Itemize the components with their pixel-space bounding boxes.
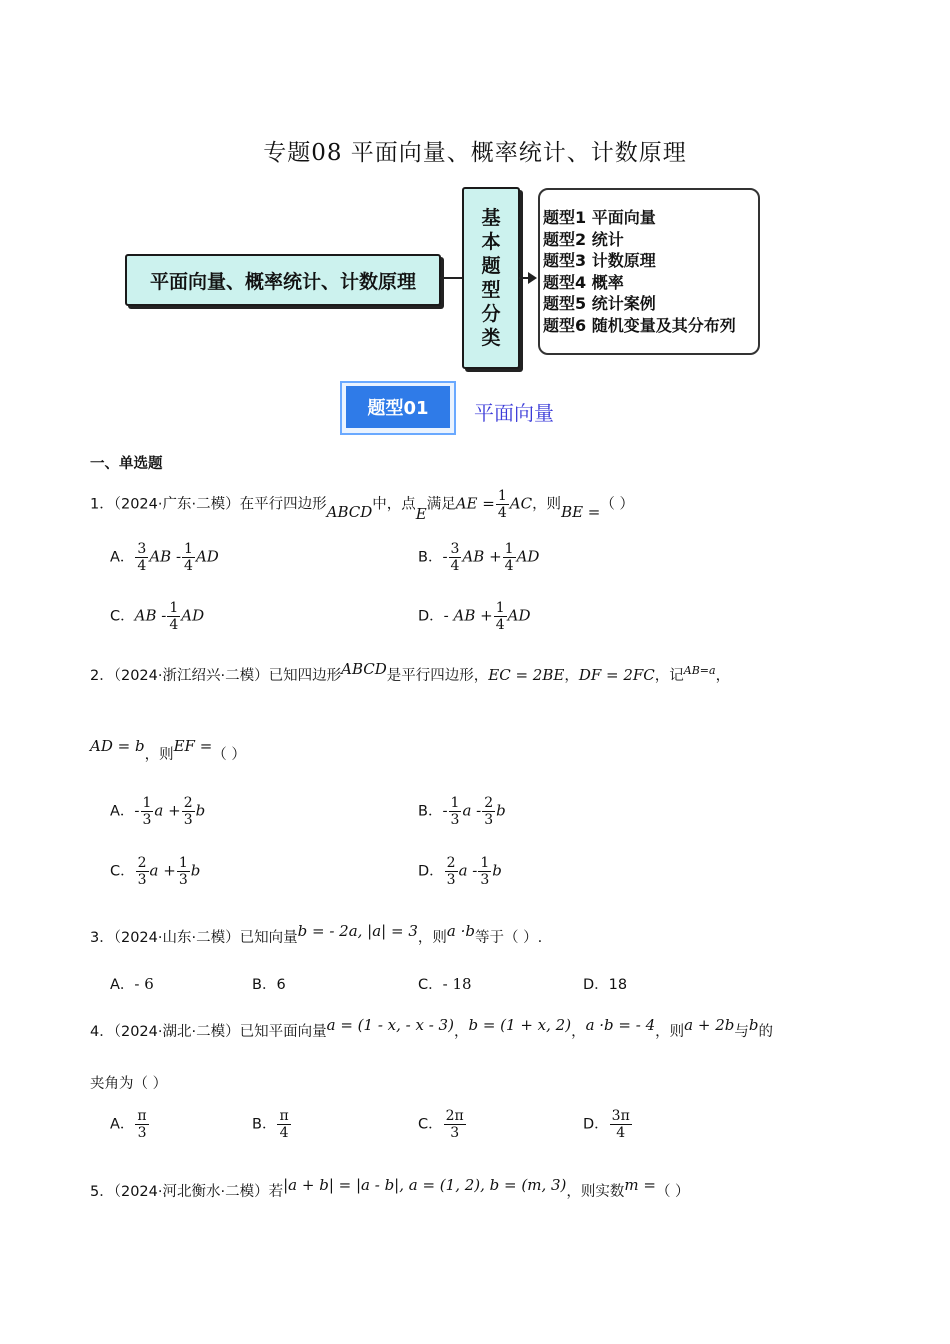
q4-option-c[interactable]: C． $\frac{2\pi}{3}$	[418, 1108, 464, 1141]
category-char: 本	[481, 231, 501, 253]
question-2-line2: AD = b，则EF =（ ）	[90, 737, 246, 763]
question-3: 3．（2024·山东·二模）已知向量b = - 2a, |a| = 3，则a ·b等于（ ）.	[90, 922, 543, 946]
type-item: 题型2 统计	[543, 229, 624, 249]
q2-option-a[interactable]: A．- $\frac{1}{3}$ a + $\frac{2}{3}$ b	[110, 795, 206, 828]
category-char: 基	[481, 207, 501, 229]
q2-option-b[interactable]: B．- $\frac{1}{3}$ a - $\frac{2}{3}$ b	[418, 795, 506, 828]
q3-option-a[interactable]: A．- 6	[110, 975, 154, 993]
q4-option-a[interactable]: A． $\frac{\pi}{3}$	[110, 1108, 147, 1141]
type-item: 题型3 计数原理	[543, 251, 656, 271]
section-title: 平面向量	[474, 401, 554, 425]
arrow-right-icon	[528, 272, 537, 284]
mindmap-category-box	[462, 187, 520, 369]
q4-option-d[interactable]: D． $\frac{3\pi}{4}$	[583, 1108, 630, 1141]
question-4: 4．（2024·湖北·二模）已知平面向量a = (1 - x, - x - 3)，b = (1 + x, 2)，a ·b = - 4，则a + 2b与b的	[90, 1016, 773, 1040]
section-badge: 题型01	[346, 386, 450, 428]
mindmap-connector	[440, 277, 462, 279]
q1-option-c[interactable]: C．AB - $\frac{1}{4}$ AD	[110, 600, 205, 633]
q4-option-b[interactable]: B． $\frac{\pi}{4}$	[252, 1108, 289, 1141]
category-char: 型	[481, 279, 501, 301]
mindmap-root-box: 平面向量、概率统计、计数原理	[125, 254, 441, 306]
q1-option-d[interactable]: D．- AB + $\frac{1}{4}$ AD	[418, 600, 531, 633]
q1-option-a[interactable]: A． $\frac{3}{4}$ AB - $\frac{1}{4}$ AD	[110, 541, 219, 574]
q1-option-b[interactable]: B．- $\frac{3}{4}$ AB + $\frac{1}{4}$ AD	[418, 541, 540, 574]
category-char: 分	[481, 303, 501, 325]
q2-option-c[interactable]: C． $\frac{2}{3}$ a + $\frac{1}{3}$ b	[110, 855, 201, 888]
page-title: 专题08 平面向量、概率统计、计数原理	[263, 140, 687, 166]
type-item: 题型5 统计案例	[543, 294, 656, 314]
q3-option-c[interactable]: C．- 18	[418, 975, 472, 993]
question-4-line2: 夹角为（ ）	[90, 1076, 168, 1092]
question-2: 2．（2024·浙江绍兴·二模）已知四边形ABCD是平行四边形，EC = 2BE，DF = 2FC，记$^{AB=a}$，	[90, 660, 731, 684]
question-5: 5．（2024·河北衡水·二模）若|a + b| = |a - b|, a = (1, 2), b = (m, 3)，则实数m =（ ）	[90, 1176, 690, 1200]
section-header: 一、单选题	[90, 456, 163, 472]
q3-option-b[interactable]: B．6	[252, 977, 286, 993]
type-item: 题型1 平面向量	[543, 208, 656, 227]
category-char: 类	[481, 327, 501, 349]
question-1: 1．（2024·广东·二模）在平行四边形ABCD中，点E满足AE = $\frac{1}{4}$ AC，则BE =（ ）	[90, 488, 634, 523]
category-char: 题	[481, 255, 501, 277]
type-item: 题型6 随机变量及其分布列	[543, 315, 736, 335]
type-item: 题型4 概率	[543, 272, 624, 292]
mindmap-types-box	[538, 188, 760, 355]
q3-option-d[interactable]: D．18	[583, 977, 628, 993]
q2-option-d[interactable]: D． $\frac{2}{3}$ a - $\frac{1}{3}$ b	[418, 855, 502, 888]
